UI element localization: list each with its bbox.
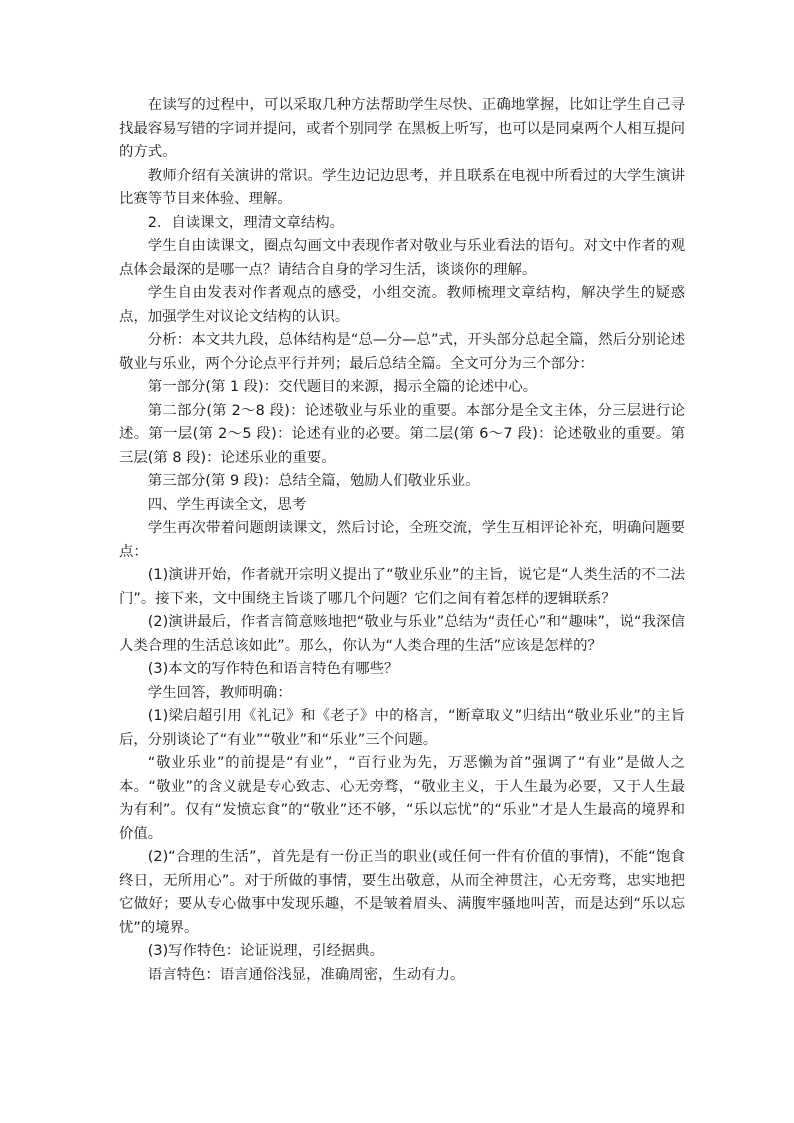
- question-one: (1)演讲开始，作者就开宗明义提出了“敬业乐业”的主旨，说它是“人类生活的不二法门”。接下来，文中围绕主旨谈了哪几个问题？它们之间有着怎样的逻辑联系？: [119, 567, 685, 607]
- paragraph-part-two: 第二部分(第 2～8 段)：论述敬业与乐业的重要。本部分是全文主体，分三层进行论述。第一层(第 2～5 段)：论述有业的必要。第二层(第 6～7 段)：论述敬业的重要。第三层(第 8 段)：论述乐业的重要。: [119, 402, 685, 466]
- answer-three-language: 语言特色：语言通俗浅显，准确周密，生动有力。: [147, 966, 465, 983]
- answer-two: (2)“合理的生活”，首先是有一份正当的职业(或任何一件有价值的事情)，不能“饱食终日，无所用心”。对于所做的事情，要生出敬意，从而全神贯注，心无旁骛，忠实地把它做好；要从专心做事中发现乐趣，不是皱着眉头、满腹牢骚地叫苦，而是达到“乐以忘忧”的境界。: [119, 849, 685, 936]
- section-heading-reread: 四、学生再读全文，思考: [147, 496, 307, 513]
- document-page: [119, 94, 685, 987]
- paragraph-part-one: 第一部分(第 1 段)：交代题目的来源，揭示全篇的论述中心。: [147, 379, 538, 395]
- paragraph-reread-intro: 学生再次带着问题朗读课文，然后讨论，全班交流，学生互相评论补充，明确问题要点：: [119, 520, 685, 560]
- answer-three-writing: (3)写作特色：论证说理，引经据典。: [147, 943, 385, 959]
- paragraph-teacher-intro: 教师介绍有关演讲的常识。学生边记边思考，并且联系在电视中所看过的大学生演讲比赛等节目来体验、理解。: [119, 167, 685, 207]
- paragraph-step-heading: 2．自读课文，理清文章结构。: [147, 214, 345, 231]
- paragraph-free-reading: 学生自由读课文，圈点勾画文中表现作者对敬业与乐业看法的语句。对文中作者的观点体会最深的是哪一点？请结合自身的学习生活，谈谈你的理解。: [119, 238, 685, 278]
- paragraph-analysis: 分析：本文共九段，总体结构是“总—分—总”式，开头部分总起全篇，然后分别论述敬业与乐业，两个分论点平行并列；最后总结全篇。全文可分为三个部分：: [119, 332, 685, 372]
- paragraph-reading-methods: 在读写的过程中，可以采取几种方法帮助学生尽快、正确地掌握，比如让学生自己寻找最容易写错的字词并提问，或者个别同学 在黑板上听写，也可以是同桌两个人相互提问的方式。: [119, 97, 685, 160]
- answer-one-detail: “敬业乐业”的前提是“有业”，“百行业为先，万恶懒为首”强调了“有业”是做人之本。“敬业”的含义就是专心致志、心无旁骛，“敬业主义，于人生最为必要，又于人生最为有利”。仅有“发愤忘食”的“敬业”还不够，“乐以忘忧”的“乐业”才是人生最高的境界和价值。: [119, 755, 685, 842]
- answer-one: (1)梁启超引用《礼记》和《老子》中的格言，“断章取义”归结出“敬业乐业”的主旨后，分别谈论了“有业”“敬业”和“乐业”三个问题。: [119, 708, 685, 748]
- paragraph-answer-intro: 学生回答，教师明确：: [147, 684, 292, 701]
- paragraph-discussion: 学生自由发表对作者观点的感受，小组交流。教师梳理文章结构，解决学生的疑惑点，加强学生对议论文结构的认识。: [119, 285, 685, 325]
- paragraph-part-three: 第三部分(第 9 段)：总结全篇，勉励人们敬业乐业。: [147, 473, 480, 489]
- question-three: (3)本文的写作特色和语言特色有哪些？: [147, 661, 399, 677]
- question-two: (2)演讲最后，作者言简意赅地把“敬业与乐业”总结为“责任心”和“趣味”，说“我深信人类合理的生活总该如此”。那么，你认为“人类合理的生活”应该是怎样的？: [119, 614, 685, 654]
